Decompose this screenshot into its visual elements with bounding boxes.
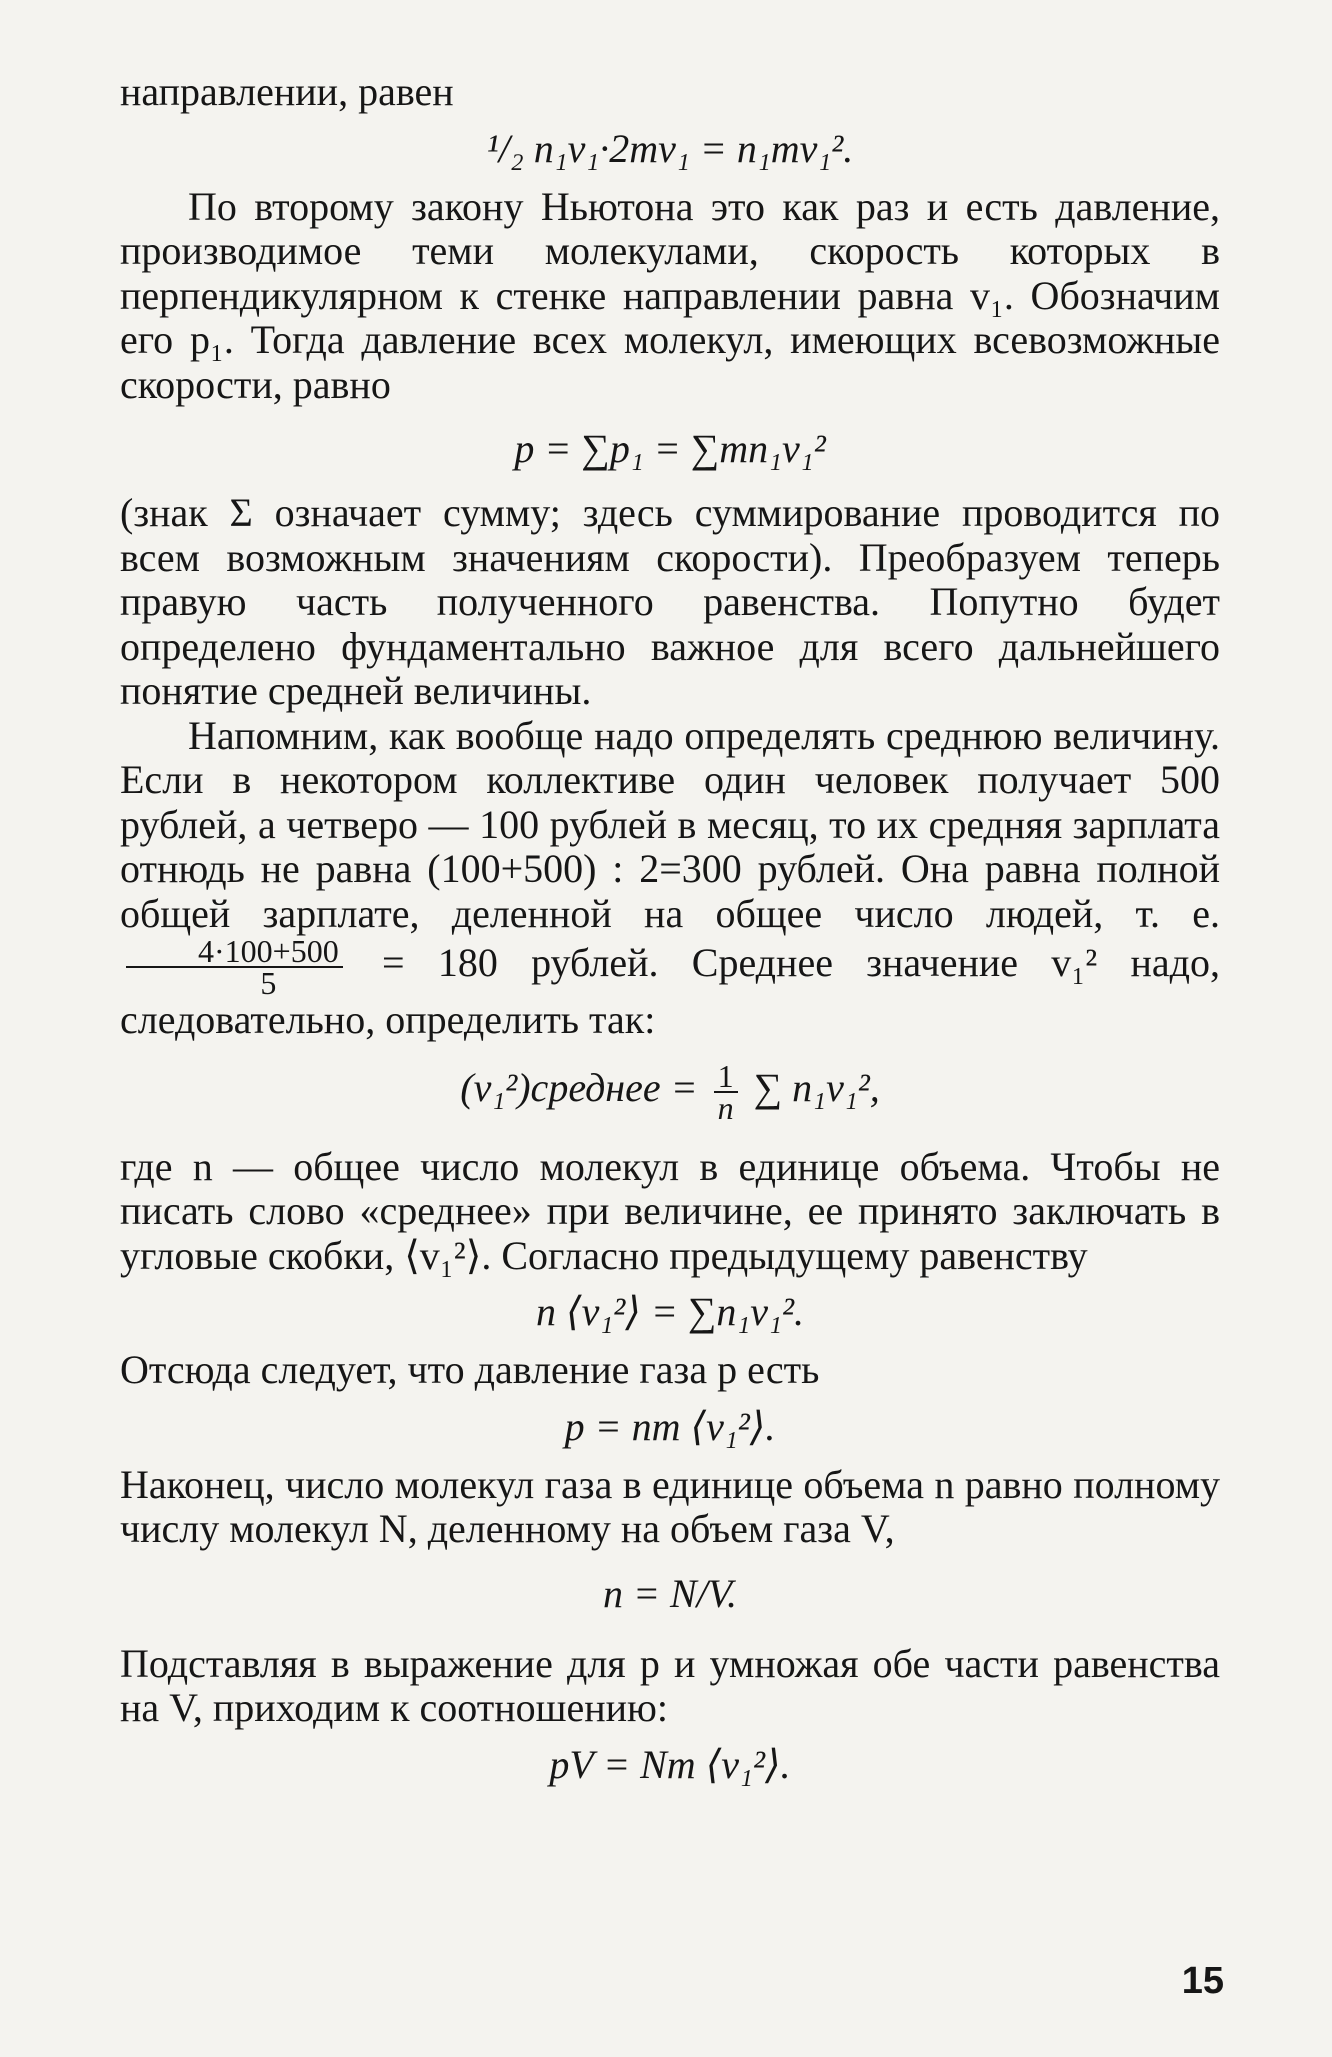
equation-3 — [120, 1057, 1220, 1126]
equation-7: pV = Nm ⟨v₁²⟩. — [549, 1741, 791, 1787]
equation-3-left: (v₁²)среднее = — [460, 1064, 698, 1110]
equation-2: p = ∑p₁ = ∑mn₁v₁² — [514, 426, 826, 471]
paragraph-sum-sign: (знак Σ означает сумму; здесь суммирование проводится по всем возможным значениям скорости). Преобразуем теперь правую часть полученного равенства. Попутно будет определено фундаментально важное для всего дальнейшего понятие средней величины. — [120, 490, 1220, 713]
equation-3-denominator: n — [717, 1089, 734, 1126]
paragraph-number-density: Наконец, число молекул газа в единице объема n равно полному числу молекул N, деленному на объем газа V, — [120, 1461, 1220, 1551]
equation-1: ¹/₂ n₁v₁·2mv₁ = n₁mv₁². — [486, 125, 854, 171]
paragraph-newton-law: По второму закону Ньютона это как раз и есть давление, производимое теми молекулами, скорость которых в перпендикулярном к стенке направлении равна v₁. Обозначим его p₁. Тогда давление всех молекул, имеющих всевозможные скорости, равно — [120, 183, 1220, 407]
paragraph-angle-brackets: где n — общее число молекул в единице объема. Чтобы не писать слово «среднее» при величине, ее принято заключать в угловые скобки, ⟨v₁²⟩. Согласно предыдущему равенству — [120, 1143, 1220, 1278]
text-line-continuation: направлении, равен — [120, 69, 454, 114]
paragraph-average-text-end: = 180 рублей. Среднее значение v₁² надо, следовательно, определить так: — [120, 940, 1221, 1042]
fraction-denominator: 5 — [260, 965, 277, 1001]
equation-4: n ⟨v₁²⟩ = ∑n₁v₁². — [536, 1289, 804, 1334]
fraction-numerator: 4·100+500 — [126, 936, 343, 968]
paragraph-pressure: Отсюда следует, что давление газа p есть — [120, 1347, 820, 1392]
paragraph-average-text: Напомним, как вообще надо определять среднюю величину. Если в некотором коллективе один человек получает 500 рублей, а четверо — 100 рублей в месяц, то их средняя зарплата отнюдь не равна (100+500) : 2=300 рублей. Она равна полной общей зарплате, деленной на общее число людей, т. е. — [120, 712, 1220, 936]
fraction-average-salary — [126, 933, 343, 1001]
page-number: 15 — [1181, 1960, 1224, 2002]
equation-6: n = N/V. — [602, 1570, 738, 1616]
paragraph-substitution: Подставляя в выражение для p и умножая обе части равенства на V, приходим к соотношению: — [120, 1640, 1220, 1730]
equation-3-right: ∑ n₁v₁², — [753, 1064, 880, 1110]
paragraph-average — [120, 714, 1220, 1043]
equation-5: p = nm ⟨v₁²⟩. — [564, 1403, 776, 1449]
page-content — [120, 70, 1220, 1801]
equation-3-numerator: 1 — [714, 1061, 738, 1093]
equation-3-fraction — [714, 1057, 738, 1126]
